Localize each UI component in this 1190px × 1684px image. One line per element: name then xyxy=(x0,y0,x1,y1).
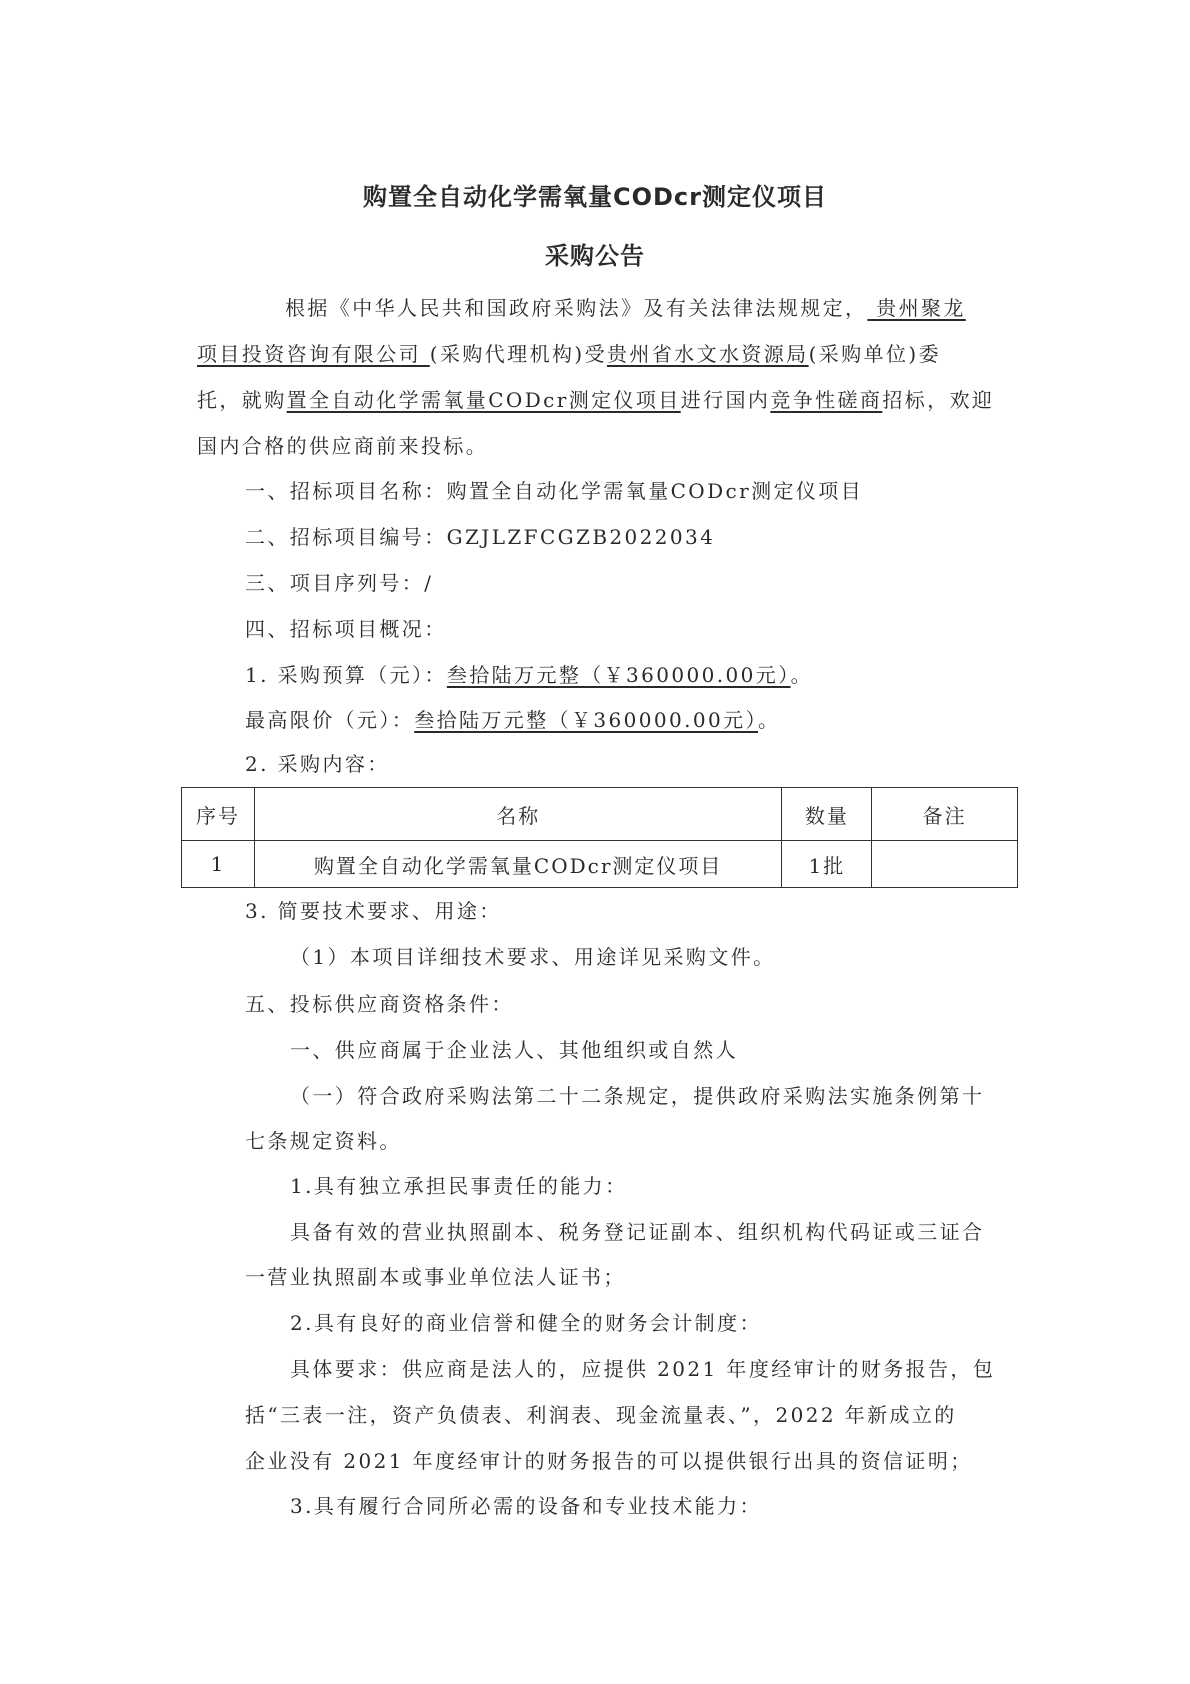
intro-text: (采购单位)委 xyxy=(808,342,941,366)
intro-text: 进行国内 xyxy=(680,388,771,412)
punctuation: 。 xyxy=(757,708,781,732)
condition-1-detail-line-2: 一营业执照副本或事业单位法人证书； xyxy=(245,1265,626,1289)
qualification-item-1: 一、供应商属于企业法人、其他组织或自然人 xyxy=(290,1038,738,1062)
content-label: 2. 采购内容： xyxy=(245,752,390,776)
section-overview: 四、招标项目概况： xyxy=(245,617,447,641)
budget-line xyxy=(245,661,813,689)
intro-text: 托，就购 xyxy=(197,388,287,412)
budget-value: 叁拾陆万元整（￥360000.00元） xyxy=(446,663,791,687)
condition-2-detail-line-3: 企业没有 2021 年度经审计的财务报告的可以提供银行出具的资信证明； xyxy=(245,1449,973,1473)
agency-name-part1: 贵州聚龙 xyxy=(867,296,966,320)
qualification-heading: 五、投标供应商资格条件： xyxy=(245,992,514,1016)
cell-quantity: 1批 xyxy=(782,841,872,888)
intro-line-1 xyxy=(285,294,966,322)
max-price-line xyxy=(245,706,780,734)
document-subtitle: 采购公告 xyxy=(545,242,645,270)
condition-2-detail-line-1: 具体要求：供应商是法人的，应提供 2021 年度经审计的财务报告，包 xyxy=(290,1357,996,1381)
section-project-number: 二、招标项目编号：GZJLZFCGZB2022034 xyxy=(245,525,716,549)
document-title: 购置全自动化学需氧量CODcr测定仪项目 xyxy=(363,183,827,211)
qualification-item-2-line-1: （一）符合政府采购法第二十二条规定，提供政府采购法实施条例第十 xyxy=(290,1084,985,1108)
intro-line-4: 国内合格的供应商前来投标。 xyxy=(197,434,489,458)
section-project-name: 一、招标项目名称：购置全自动化学需氧量CODcr测定仪项目 xyxy=(245,479,864,503)
condition-1-detail-line-1: 具备有效的营业执照副本、税务登记证副本、组织机构代码证或三证合 xyxy=(290,1220,985,1244)
intro-text: (采购代理机构)受 xyxy=(429,342,607,366)
cell-remarks xyxy=(872,841,1018,888)
intro-line-2 xyxy=(197,340,941,368)
tech-requirements-heading: 3. 简要技术要求、用途： xyxy=(245,899,502,923)
section-serial-number: 三、项目序列号：/ xyxy=(245,571,434,595)
agency-name-part2: 项目投资咨询有限公司 xyxy=(197,342,430,366)
condition-1: 1.具有独立承担民事责任的能力： xyxy=(290,1174,628,1198)
punctuation: 。 xyxy=(790,663,814,687)
header-name: 名称 xyxy=(254,788,782,841)
condition-3: 3.具有履行合同所必需的设备和专业技术能力： xyxy=(290,1494,762,1518)
intro-text: 招标，欢迎 xyxy=(882,388,995,412)
max-price-label: 最高限价（元）： xyxy=(245,708,415,732)
budget-label: 1. 采购预算（元）： xyxy=(245,663,447,687)
cell-index: 1 xyxy=(182,841,255,888)
items-table xyxy=(181,787,1018,888)
intro-line-3 xyxy=(197,386,994,414)
table-header-row xyxy=(182,788,1018,841)
condition-2: 2.具有良好的商业信誉和健全的财务会计制度： xyxy=(290,1311,762,1335)
purchaser-name: 贵州省水文水资源局 xyxy=(606,342,809,366)
tech-requirements-item: （1）本项目详细技术要求、用途详见采购文件。 xyxy=(290,945,776,969)
intro-text: 根据《中华人民共和国政府采购法》及有关法律法规规定， xyxy=(285,296,868,320)
table-row xyxy=(182,841,1018,888)
project-name-underlined: 置全自动化学需氧量CODcr测定仪项目 xyxy=(286,388,681,412)
header-index: 序号 xyxy=(182,788,255,841)
max-price-value: 叁拾陆万元整（￥360000.00元） xyxy=(414,708,758,732)
header-quantity: 数量 xyxy=(782,788,872,841)
header-remarks: 备注 xyxy=(872,788,1018,841)
cell-name: 购置全自动化学需氧量CODcr测定仪项目 xyxy=(254,841,782,888)
condition-2-detail-line-2: 括“三表一注，资产负债表、利润表、现金流量表、”，2022 年新成立的 xyxy=(245,1403,957,1427)
qualification-item-2-line-2: 七条规定资料。 xyxy=(245,1129,402,1153)
procurement-method: 竞争性磋商 xyxy=(770,388,883,412)
